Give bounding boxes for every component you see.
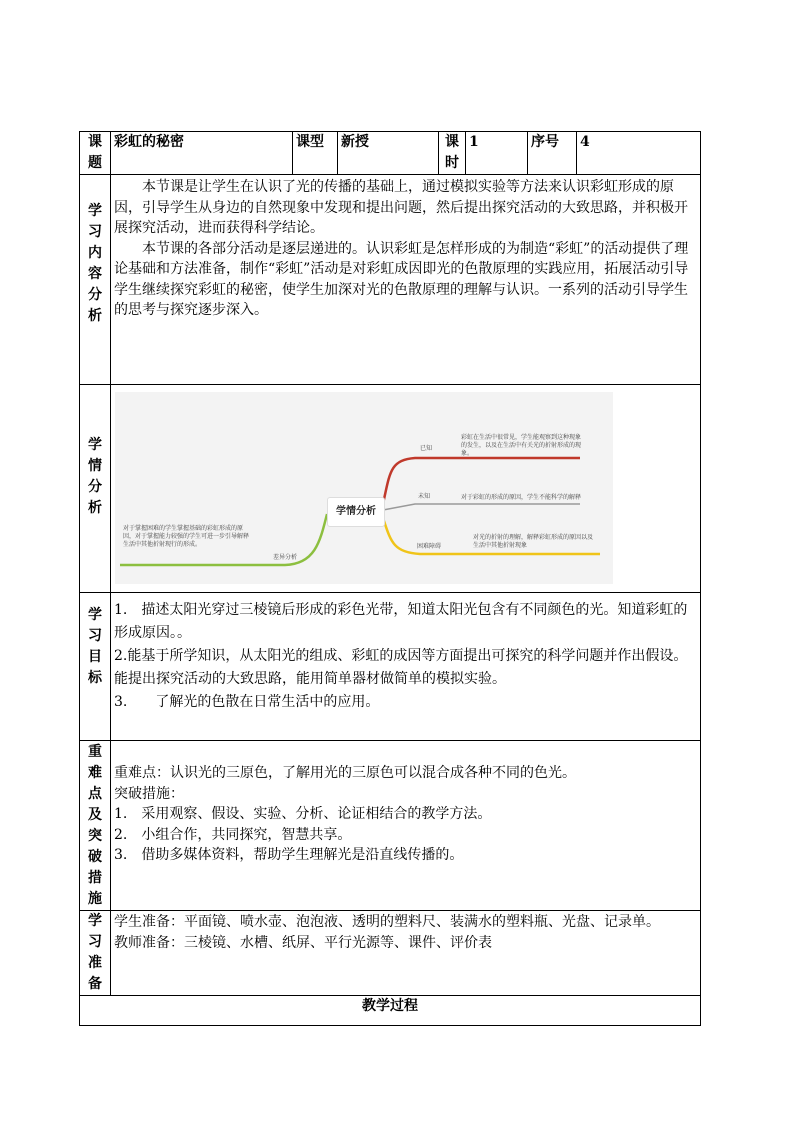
branch-unknown-label: 未知: [418, 493, 431, 500]
preparation-student: 学生准备：平面镜、喷水壶、泡泡液、透明的塑料尺、装满水的塑料瓶、光盘、记录单。: [114, 914, 660, 930]
student-analysis-cell: [111, 385, 701, 593]
branch-known-label: 已知: [420, 445, 433, 452]
type-value: 新授: [338, 132, 439, 175]
label-student-analysis: 学 情 分 析: [80, 385, 111, 593]
branch-difference-text: 对于掌握困难的学生掌握基础的彩虹形成的原因，对于掌握能力较强的学生可进一步引导解释生活中其他折射现行的形成。: [123, 525, 250, 548]
process-title: 教学过程: [80, 996, 701, 1026]
key-point-line-2: 突破措施：: [114, 785, 184, 802]
preparation-row: [80, 911, 701, 996]
content-analysis-row: [80, 175, 701, 385]
branch-line-unknown: [383, 504, 580, 510]
objective-2: 2.能基于所学知识，从太阳光的组成、彩虹的成因等方面提出可探究的科学问题并作出假设。能提出探究活动的大致思路，能用简单器材做简单的模拟实验。: [114, 648, 688, 687]
content-paragraph-1: 本节课是让学生在认识了光的传播的基础上，通过模拟实验等方法来认识彩虹形成的原因，引导学生从身边的自然现象中发现和提出问题，然后提出探究活动的大致思路，并积极开展探究活动，进而获得科学结论。: [114, 179, 688, 236]
period-value: 1: [466, 132, 528, 175]
mindmap-center: 学情分析: [327, 497, 385, 527]
branch-difficulty-label: 困难障碍: [417, 543, 442, 550]
process-title-row: [80, 996, 701, 1026]
branch-difference-label: 差异分析: [273, 554, 298, 561]
objective-1: 1. 描述太阳光穿过三棱镜后形成的彩色光带，知道太阳光包含有不同颜色的光。知道彩虹的形成原因。。: [114, 602, 688, 641]
mindmap: [115, 392, 613, 584]
key-point-line-5: 3. 借助多媒体资料，帮助学生理解光是沿直线传播的。: [114, 847, 464, 863]
content-analysis-text: [111, 175, 701, 385]
key-points-row: [80, 741, 701, 911]
branch-difficulty-text: 对光的折射的理解，解释彩虹形成的原因以及生活中其他折射现象: [473, 534, 594, 549]
content-paragraph-2: 本节课的各部分活动是逐层递进的。认识彩虹是怎样形成的为制造“彩虹”的活动提供了理论基础和方法准备，制作“彩虹”活动是对彩虹成因即光的色散原理的实践应用，拓展活动引导学生继续探究彩虹的秘密，使学生加深对光的色散原理的理解与认识。一系列的活动引导学生的思考与探究逐步深入。: [114, 240, 689, 318]
label-content-analysis: 学 习 内 容 分 析: [80, 175, 111, 385]
label-preparation: 学 习 准 备: [80, 911, 111, 996]
key-point-line-3: 1. 采用观察、假设、实验、分析、论证相结合的教学方法。: [114, 806, 492, 822]
label-objectives: 学 习 目 标: [80, 593, 111, 741]
label-number: 序号: [528, 132, 577, 175]
branch-unknown-text: 对于彩虹的形成的原因，学生不能科学的解释: [461, 494, 582, 501]
key-point-line-4: 2. 小组合作，共同探究，智慧共享。: [114, 826, 352, 843]
topic-value: 彩虹的秘密: [111, 132, 293, 175]
preparation-teacher: 教师准备：三棱镜、水槽、纸屏、平行光源等、课件、评价表: [114, 934, 492, 951]
objectives-row: [80, 593, 701, 741]
preparation-text: [111, 911, 701, 996]
objective-3: 3. 了解光的色散在日常生活中的应用。: [114, 694, 380, 710]
label-topic: 课 题: [80, 132, 111, 175]
lesson-plan-table: [79, 131, 701, 1026]
number-value: 4: [577, 132, 701, 175]
label-period: 课 时: [439, 132, 466, 175]
label-key-points: 重 难 点 及 突 破 措 施: [80, 741, 111, 911]
key-point-line-1: 重难点：认识光的三原色，了解用光的三原色可以混合成各种不同的色光。: [114, 765, 576, 781]
branch-known-text: 彩虹在生活中很常见，学生能观察到这种现象的发生，以及在生活中有关光的折射形成的现象。: [461, 434, 582, 457]
mindmap-lines: [115, 392, 613, 584]
key-points-text: [111, 741, 701, 911]
header-row: [80, 132, 701, 175]
label-type: 课型: [293, 132, 338, 175]
student-analysis-row: [80, 385, 701, 593]
objectives-text: [111, 593, 701, 741]
